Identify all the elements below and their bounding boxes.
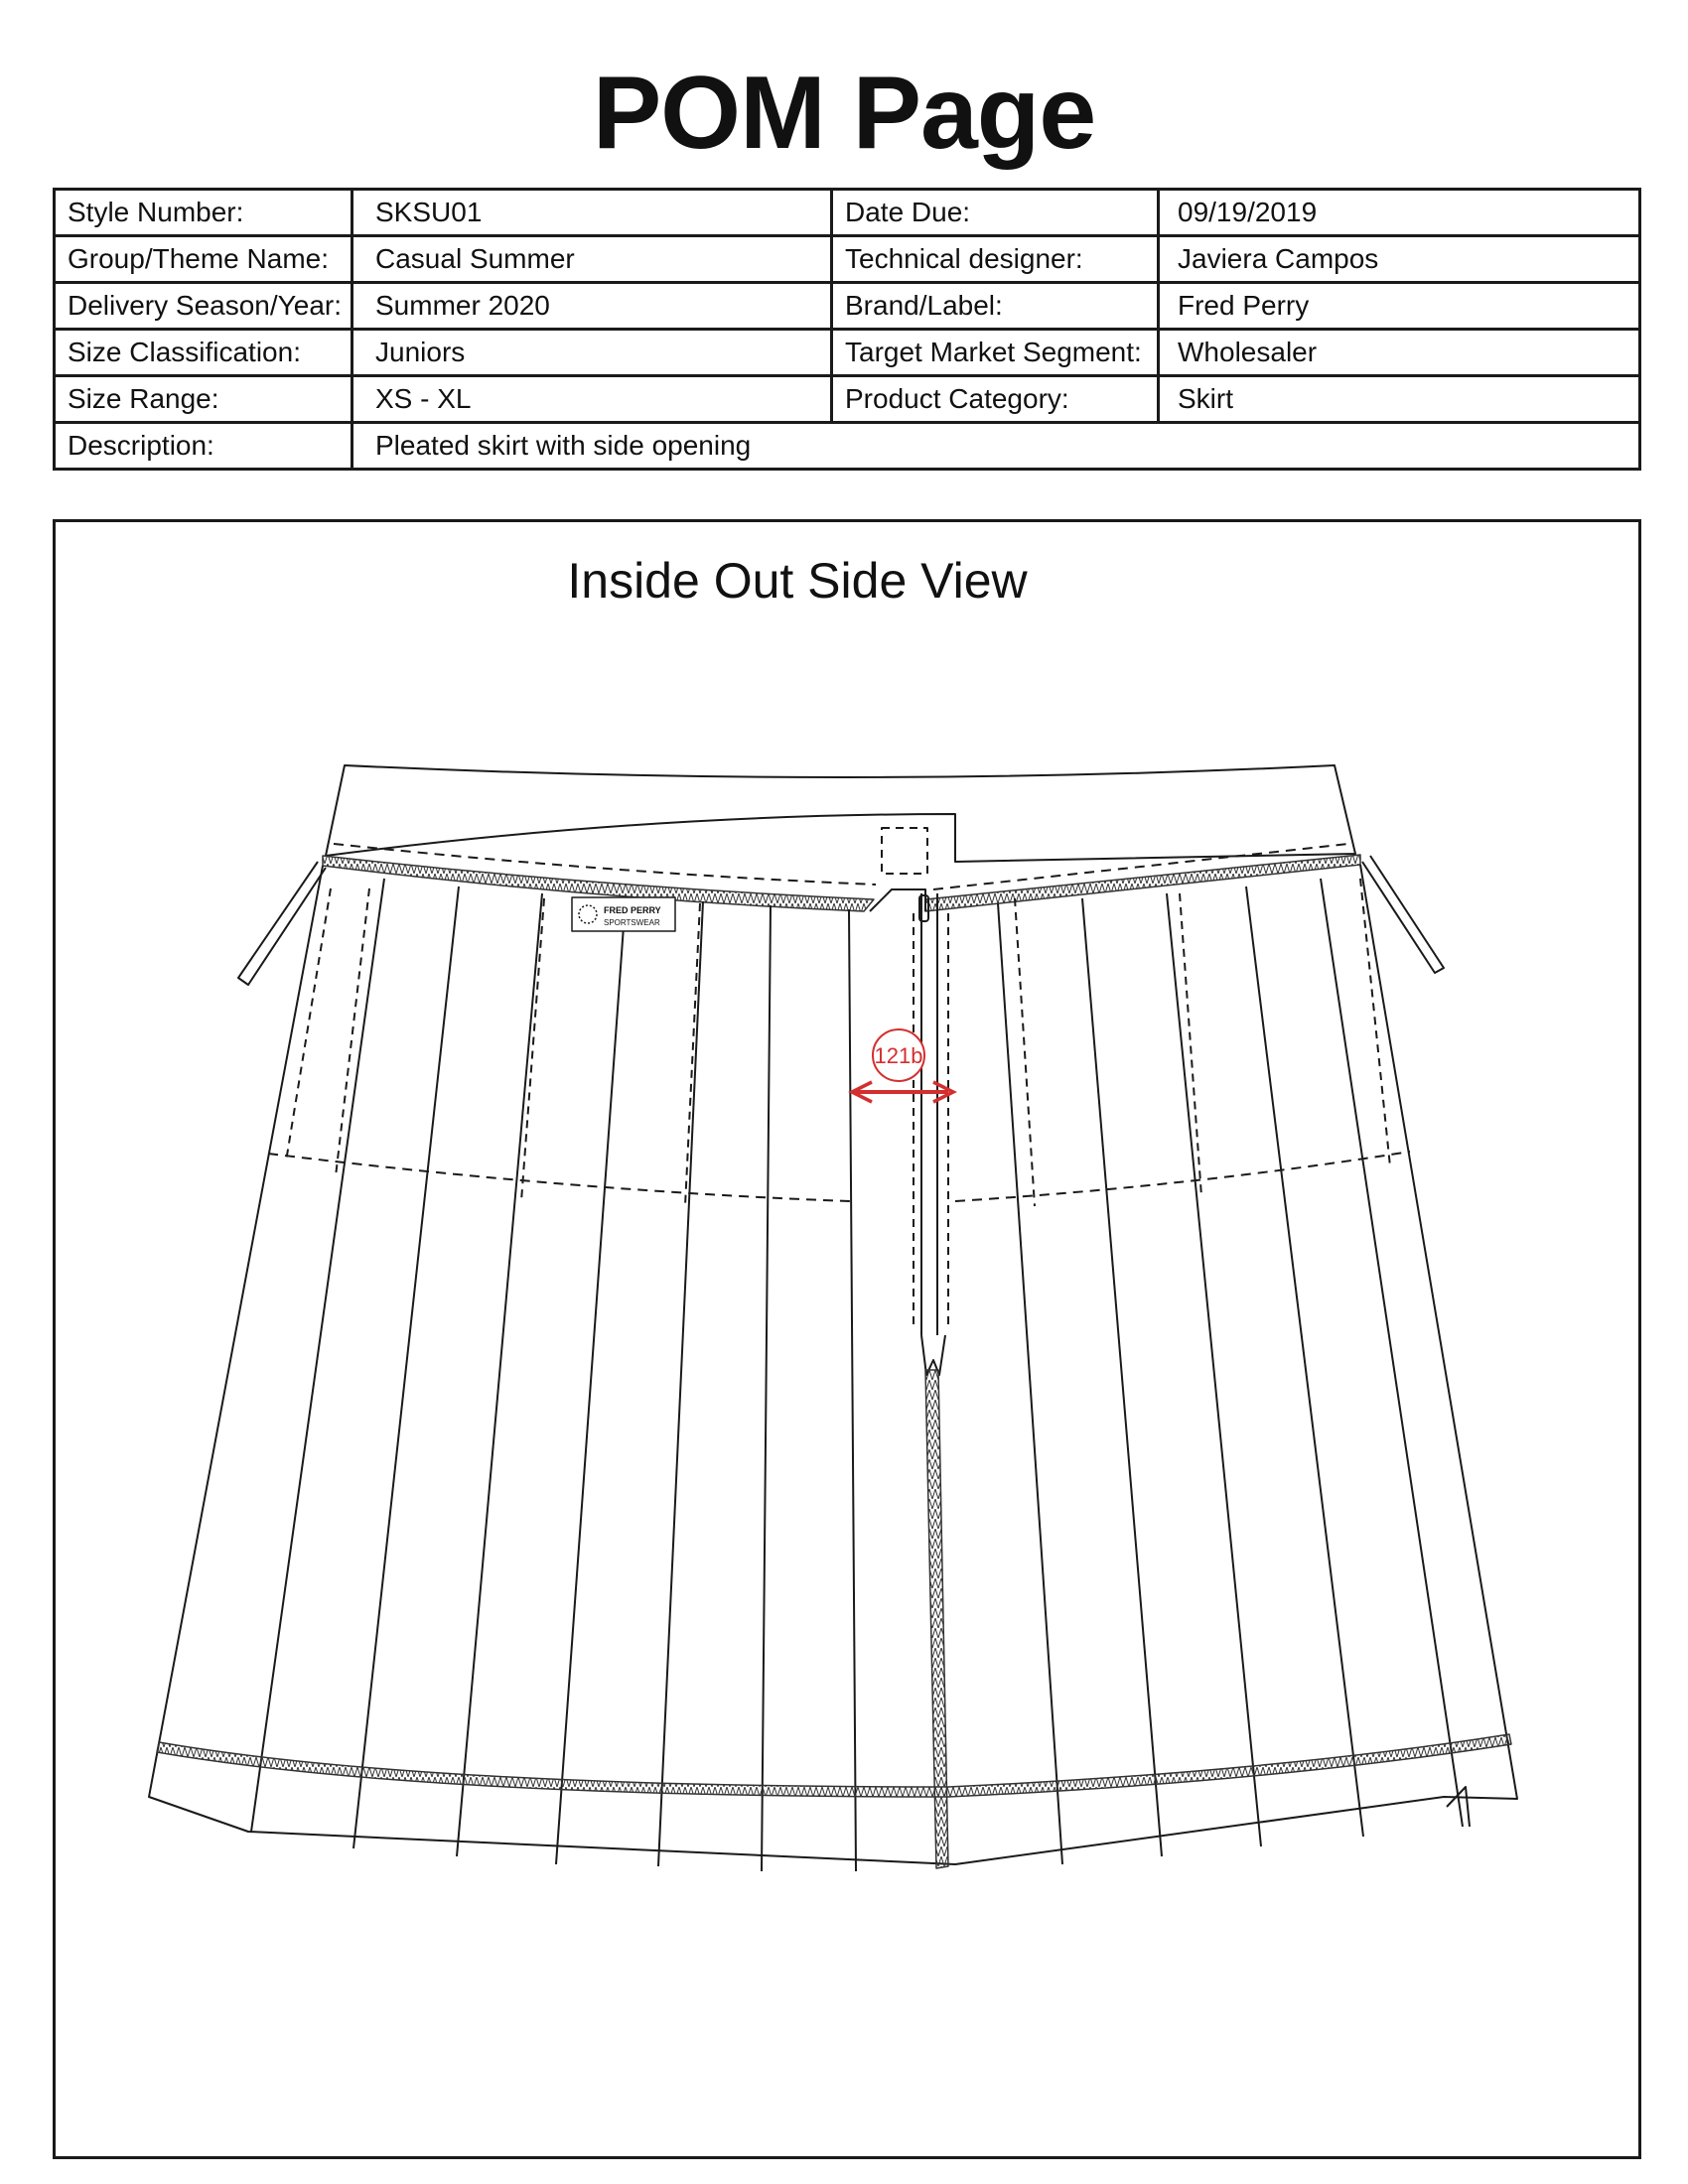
product-category-label: Product Category: [832,376,1159,423]
pleat-line [658,901,703,1866]
brand-label-line2: SPORTSWEAR [604,918,660,927]
size-range-value: XS - XL [352,376,832,423]
description-value: Pleated skirt with side opening [352,423,1640,470]
pleat-stay-dashed [1015,898,1035,1206]
zipper-notch [870,889,925,911]
page-title: POM Page [592,56,1096,171]
date-due-value: 09/19/2019 [1159,190,1640,236]
pleat-line [556,898,626,1864]
waistband-stitch-dashed [334,844,876,885]
pleat-line [762,905,771,1871]
pleat-stay-dashed [685,903,700,1206]
zipper-tape [921,893,937,1335]
pleat-stay-dashed [521,898,544,1201]
target-market-label: Target Market Segment: [832,330,1159,376]
pleat-line [457,893,542,1856]
pleat-line [1082,898,1162,1856]
group-theme-value: Casual Summer [352,236,832,283]
pleat-line [849,909,856,1871]
yoke-stitch-dashed [268,1154,850,1201]
side-tie-right [1362,856,1444,973]
brand-label-line1: FRED PERRY [604,905,661,915]
pleat-stay-dashed [1180,893,1201,1196]
waistband-tab-dashed [882,828,927,874]
description-label: Description: [55,423,352,470]
size-classification-label: Size Classification: [55,330,352,376]
brand-value: Fred Perry [1159,283,1640,330]
view-title: Inside Out Side View [567,553,1028,609]
date-due-label: Date Due: [832,190,1159,236]
style-number-value: SKSU01 [352,190,832,236]
size-classification-value: Juniors [352,330,832,376]
product-category-value: Skirt [1159,376,1640,423]
target-market-value: Wholesaler [1159,330,1640,376]
pleat-line [1246,887,1363,1837]
pleat-stay-dashed [336,888,369,1176]
size-range-label: Size Range: [55,376,352,423]
pleat-stay-dashed [1360,879,1390,1166]
waistband [326,765,1355,862]
pleat-line [353,887,459,1848]
technical-designer-label: Technical designer: [832,236,1159,283]
zipper-end [921,1335,945,1375]
yoke-stitch-dashed-right [955,1152,1410,1201]
style-number-label: Style Number: [55,190,352,236]
delivery-season-label: Delivery Season/Year: [55,283,352,330]
brand-label: Brand/Label: [832,283,1159,330]
pleat-line [1167,893,1261,1846]
pleat-line [251,879,384,1832]
delivery-season-value: Summer 2020 [352,283,832,330]
group-theme-label: Group/Theme Name: [55,236,352,283]
zipper-stitch-dashed [914,913,948,1330]
technical-designer-value: Javiera Campos [1159,236,1640,283]
pom-code: 121b [874,1043,923,1068]
pleat-line [998,903,1062,1864]
